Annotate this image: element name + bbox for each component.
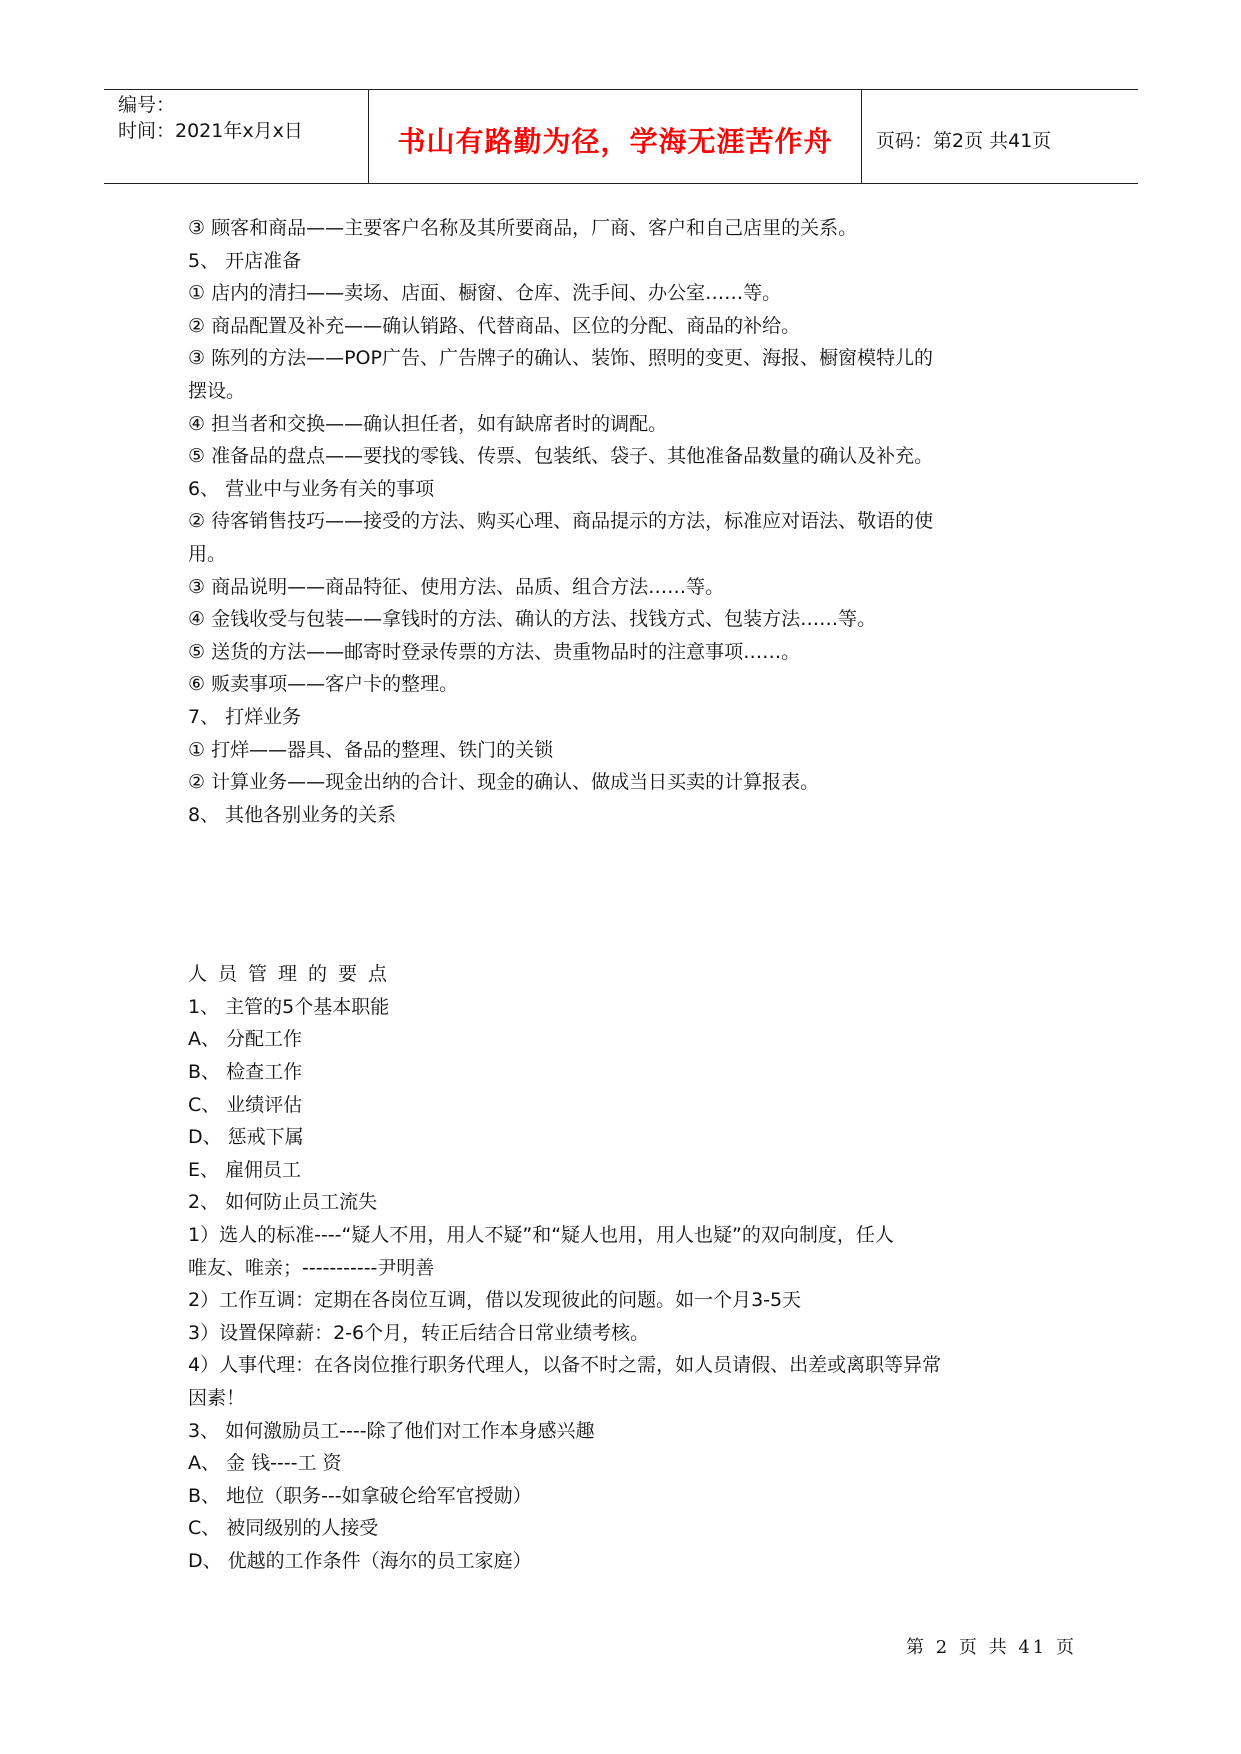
text-line: 4）人事代理：在各岗位推行职务代理人，以备不时之需，如人员请假、出差或离职等异常 <box>188 1354 942 1377</box>
text-line: ⑤ 送货的方法——邮寄时登录传票的方法、贵重物品时的注意事项……。 <box>188 640 801 663</box>
text-line: B、 检查工作 <box>188 1061 303 1084</box>
text-line: ③ 商品说明——商品特征、使用方法、品质、组合方法……等。 <box>188 575 725 598</box>
text-line: ① 店内的清扫——卖场、店面、橱窗、仓库、洗手间、办公室……等。 <box>188 282 782 305</box>
document-body <box>188 212 1068 1578</box>
text-line: A、 分配工作 <box>188 1028 303 1051</box>
text-line: ② 商品配置及补充——确认销路、代替商品、区位的分配、商品的补给。 <box>188 314 801 337</box>
header-left-cell <box>104 90 368 183</box>
time-label: 时间：2021年x月x日 <box>118 120 303 142</box>
text-line: B、 地位（职务---如拿破仑给军官授勋） <box>188 1484 532 1507</box>
text-line: C、 业绩评估 <box>188 1093 303 1116</box>
text-line: 用。 <box>188 542 227 565</box>
text-line: 唯友、唯亲；-----------尹明善 <box>188 1256 435 1279</box>
text-line: 摆设。 <box>188 379 246 402</box>
text-line: ① 打烊——器具、备品的整理、铁门的关锁 <box>188 738 554 761</box>
text-line: 因素！ <box>188 1387 246 1409</box>
text-line: 2、 如何防止员工流失 <box>188 1191 378 1214</box>
text-line: ⑤ 准备品的盘点——要找的零钱、传票、包装纸、袋子、其他准备品数量的确认及补充。 <box>188 445 934 468</box>
header-table <box>104 89 1138 184</box>
text-line: ⑥ 贩卖事项——客户卡的整理。 <box>188 673 459 696</box>
page-footer: 第 2 页 共 41 页 <box>906 1637 1077 1658</box>
text-line: 1、 主管的5个基本职能 <box>188 995 390 1018</box>
text-line: 5、 开店准备 <box>188 249 302 272</box>
motto: 书山有路勤为径，学海无涯苦作舟 <box>397 125 833 158</box>
text-line: 2）工作互调：定期在各岗位互调，借以发现彼此的问题。如一个月3-5天 <box>188 1289 802 1312</box>
text-line: ② 待客销售技巧——接受的方法、购买心理、商品提示的方法，标准应对语法、敬语的使 <box>188 510 934 533</box>
text-line: 1）选人的标准----“疑人不用，用人不疑”和“疑人也用，用人也疑”的双向制度，任人 <box>188 1224 894 1247</box>
text-line: 3）设置保障薪：2-6个月，转正后结合日常业绩考核。 <box>188 1321 650 1344</box>
text-line: 8、 其他各别业务的关系 <box>188 803 397 826</box>
text-line: E、 雇佣员工 <box>188 1158 302 1181</box>
text-line: 6、 营业中与业务有关的事项 <box>188 477 435 500</box>
number-label: 编号： <box>118 94 176 116</box>
section-title: 人员管理的要点 <box>188 963 399 986</box>
text-line: 7、 打烊业务 <box>188 705 302 728</box>
text-line: ② 计算业务——现金出纳的合计、现金的确认、做成当日买卖的计算报表。 <box>188 771 820 794</box>
text-line: A、 金 钱----工 资 <box>188 1452 342 1475</box>
text-line: 3、 如何激励员工----除了他们对工作本身感兴趣 <box>188 1419 595 1442</box>
header-page-cell <box>862 90 1138 183</box>
text-line: ④ 担当者和交换——确认担任者，如有缺席者时的调配。 <box>188 412 668 435</box>
text-line: ③ 顾客和商品——主要客户名称及其所要商品，厂商、客户和自己店里的关系。 <box>188 217 858 239</box>
page-info: 页码：第2页 共41页 <box>876 130 1052 152</box>
text-line: D、 惩戒下属 <box>188 1126 304 1149</box>
text-line: ③ 陈列的方法——POP广告、广告牌子的确认、装饰、照明的变更、海报、橱窗模特儿的 <box>188 347 933 370</box>
text-line: D、 优越的工作条件（海尔的员工家庭） <box>188 1549 532 1572</box>
header-motto-cell <box>368 90 862 183</box>
section-gap <box>188 831 1068 958</box>
text-line: ④ 金钱收受与包装——拿钱时的方法、确认的方法、找钱方式、包装方法……等。 <box>188 608 877 631</box>
text-line: C、 被同级别的人接受 <box>188 1517 379 1540</box>
